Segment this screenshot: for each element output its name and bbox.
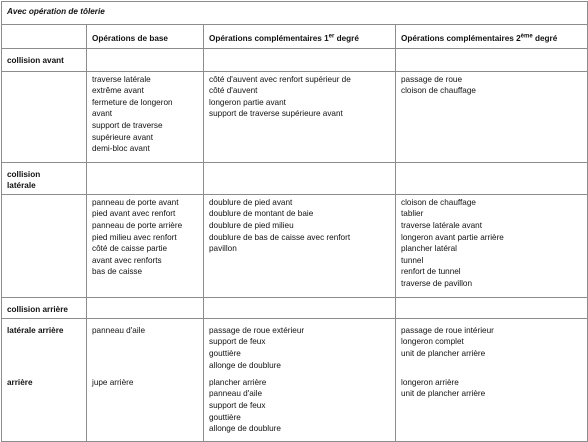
empty-cell [204, 48, 396, 71]
list-item: jupe arrière [92, 377, 134, 387]
list-item: bas de caisse [92, 267, 143, 277]
data-row-collision-laterale [2, 194, 588, 297]
list-item: panneau d'aile [209, 389, 263, 399]
list-item: traverse latérale [92, 74, 151, 84]
empty-cell [396, 297, 588, 318]
list-item: extrême avant [92, 86, 144, 96]
list-item: longeron arrière [401, 377, 459, 387]
header-second-degree-suffix: degré [532, 34, 558, 43]
section-label-collision-laterale [2, 162, 87, 194]
list-base-laterale-arriere [87, 318, 204, 375]
header-first-degree-suffix: degré [334, 34, 359, 43]
header-second-degree-text: Opérations complémentaires 2 [401, 34, 521, 43]
list-deg1-collision-laterale [204, 194, 396, 297]
header-first-degree-text: Opérations complémentaires 1 [209, 34, 329, 43]
list-item: fermeture de longeron [92, 97, 173, 107]
list-item: pavillon [209, 244, 237, 254]
list-deg2-collision-avant [396, 71, 588, 162]
list-deg2-arriere [396, 375, 588, 442]
list-item: côté d'auvent [209, 86, 258, 96]
section-label-arriere: arrière [2, 375, 87, 442]
header-row [2, 25, 588, 49]
caption-row [2, 2, 588, 25]
list-item: renfort de tunnel [401, 267, 461, 277]
list-item: passage de roue [401, 74, 462, 84]
section-label-collision-avant: collision avant [2, 48, 87, 71]
list-item: avant avec renforts [92, 255, 162, 265]
list-item: doublure de pied avant [209, 197, 293, 207]
list-item: traverse de pavillon [401, 278, 472, 288]
list-item: longeron partie avant [209, 97, 286, 107]
empty-cell [87, 48, 204, 71]
list-item: demi-bloc avant [92, 144, 150, 154]
empty-cell [2, 71, 87, 162]
section-label-line: collision [7, 169, 41, 179]
list-item: allonge de doublure [209, 360, 281, 370]
list-item: tablier [401, 209, 424, 219]
list-item: plancher latéral [401, 244, 457, 254]
section-row-collision-avant [2, 48, 588, 71]
header-base-operations: Opérations de base [87, 25, 204, 49]
list-item: gouttière [209, 412, 241, 422]
data-row-collision-avant [2, 71, 588, 162]
operations-table [1, 1, 588, 442]
list-item: panneau de porte arrière [92, 220, 183, 230]
list-item: longeron complet [401, 337, 464, 347]
header-first-degree-sup: er [328, 33, 335, 40]
section-label-line: latérale [7, 181, 36, 191]
list-item: support de feux [209, 400, 266, 410]
header-second-degree [396, 25, 588, 49]
list-item: allonge de doublure [209, 424, 281, 434]
list-deg1-laterale-arriere [204, 318, 396, 375]
header-first-degree [204, 25, 396, 49]
list-base-collision-avant [87, 71, 204, 162]
list-item: passage de roue intérieur [401, 325, 494, 335]
empty-cell [87, 162, 204, 194]
empty-cell [396, 48, 588, 71]
list-deg1-arriere [204, 375, 396, 442]
list-item: doublure de bas de caisse avec renfort [209, 232, 351, 242]
list-item: panneau de porte avant [92, 197, 179, 207]
list-item: passage de roue extérieur [209, 325, 305, 335]
empty-cell [204, 162, 396, 194]
list-item: unit de plancher arrière [401, 348, 486, 358]
list-item: doublure de montant de baie [209, 209, 314, 219]
list-item: doublure de pied milieu [209, 220, 294, 230]
list-base-arriere [87, 375, 204, 442]
list-item: traverse latérale avant [401, 220, 483, 230]
section-label-collision-arriere: collision arrière [2, 297, 87, 318]
list-item: support de traverse [92, 120, 163, 130]
data-row-laterale-arriere [2, 318, 588, 375]
header-empty-cell [2, 25, 87, 49]
list-deg2-laterale-arriere [396, 318, 588, 375]
section-row-collision-laterale [2, 162, 588, 194]
list-item: support de traverse supérieure avant [209, 109, 343, 119]
list-deg1-collision-avant [204, 71, 396, 162]
list-item: avant [92, 109, 113, 119]
header-second-degree-sup: ème [520, 33, 533, 40]
list-item: côté d'auvent avec renfort supérieur de [209, 74, 351, 84]
list-base-collision-laterale [87, 194, 204, 297]
list-item: côté de caisse partie [92, 244, 168, 254]
list-item: cloison de chauffage [401, 86, 476, 96]
list-item: pied milieu avec renfort [92, 232, 177, 242]
list-item: support de feux [209, 337, 266, 347]
empty-cell [87, 297, 204, 318]
list-item: panneau d'aile [92, 325, 146, 335]
empty-cell [204, 297, 396, 318]
empty-cell [396, 162, 588, 194]
list-item: supérieure avant [92, 132, 153, 142]
section-label-laterale-arriere: latérale arrière [2, 318, 87, 375]
list-item: cloison de chauffage [401, 197, 476, 207]
list-deg2-collision-laterale [396, 194, 588, 297]
section-row-collision-arriere [2, 297, 588, 318]
empty-cell [2, 194, 87, 297]
list-item: plancher arrière [209, 377, 267, 387]
table-caption: Avec opération de tôlerie [2, 2, 588, 25]
list-item: unit de plancher arrière [401, 389, 486, 399]
list-item: gouttière [209, 348, 241, 358]
list-item: pied avant avec renfort [92, 209, 176, 219]
list-item: tunnel [401, 255, 424, 265]
list-item: longeron avant partie arrière [401, 232, 504, 242]
data-row-arriere [2, 375, 588, 442]
